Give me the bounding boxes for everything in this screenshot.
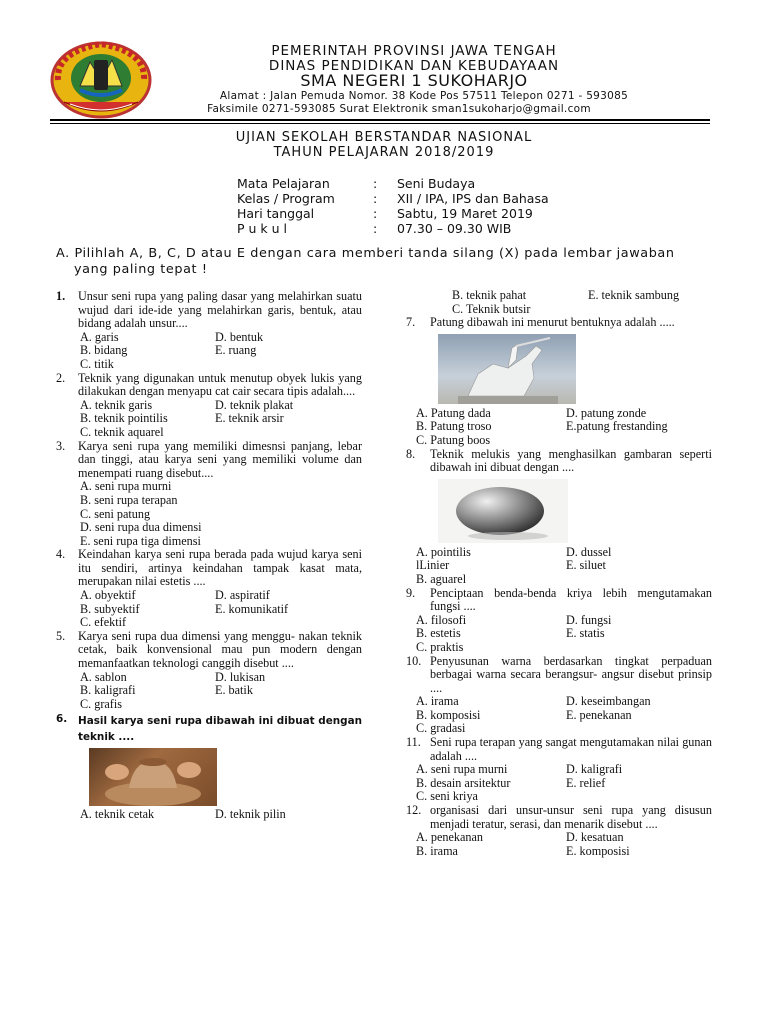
question-stem (56, 630, 362, 671)
answer-option: D. patung zonde (566, 405, 647, 420)
answer-option: B. aguarel (416, 571, 467, 586)
answer-option: E. batik (215, 683, 253, 698)
question-stem (406, 316, 712, 330)
question-number: 12. (406, 803, 422, 818)
question-stem (406, 804, 712, 831)
answer-option: D. bentuk (215, 329, 264, 344)
instruction-line-2: yang paling tepat ! (74, 262, 208, 277)
answer-option: A. filosofi (416, 612, 467, 627)
answer-option: D. seni rupa dua dimensi (80, 520, 202, 535)
answer-option: C. efektif (80, 615, 127, 630)
header-address: Alamat : Jalan Pemuda Nomor. 38 Kode Pos 57511 Telepon 0271 - 593085 (219, 90, 629, 102)
answer-option: E.patung frestanding (566, 419, 668, 434)
answer-option: C. Teknik butsir (452, 301, 531, 316)
answer-option: A. sablon (80, 669, 127, 684)
answer-option (215, 616, 355, 630)
answer-option: E. seni rupa tiga dimensi (80, 533, 201, 548)
answer-option: B. irama (416, 843, 458, 858)
question-text: Seni rupa terapan yang sangat mengutamakan nilai gunan adalah .... (430, 735, 712, 763)
answer-options (406, 614, 712, 655)
answer-options (56, 331, 362, 372)
answer-option: lLinier (416, 558, 450, 573)
question-stem (56, 548, 362, 589)
question-number: 10. (406, 653, 422, 668)
answer-option: B. desain arsitektur (416, 775, 511, 790)
answer-option: A. seni rupa murni (416, 762, 508, 777)
exam-title: UJIAN SEKOLAH BERSTANDAR NASIONAL (235, 130, 533, 145)
questions-column-right (406, 289, 712, 858)
answer-option: A. garis (80, 329, 119, 344)
answer-option: E. siluet (566, 558, 606, 573)
answer-option: C. teknik aquarel (80, 424, 164, 439)
answer-options (56, 671, 362, 712)
answer-option: A. seni rupa murni (80, 479, 172, 494)
question-stem (406, 448, 712, 475)
answer-option: E. teknik sambung (588, 288, 680, 302)
exam-info-separator: : (373, 176, 378, 191)
answer-option (566, 434, 726, 448)
question-number: 8. (406, 446, 416, 461)
answer-option (215, 521, 355, 535)
exam-info-value: Sabtu, 19 Maret 2019 (397, 206, 533, 221)
question-item (56, 290, 362, 372)
answer-option: D. teknik pilin (215, 807, 286, 822)
question-text: Patung dibawah ini menurut bentuknya adalah ..... (430, 315, 675, 330)
exam-info-value: 07.30 – 09.30 WIB (397, 221, 512, 236)
answer-option: D. dussel (566, 544, 612, 559)
answer-option: D. teknik plakat (215, 397, 294, 412)
question-item (406, 587, 712, 655)
answer-options (406, 831, 712, 858)
header-divider-thin (50, 123, 710, 124)
answer-options (56, 399, 362, 440)
answer-option (215, 535, 355, 549)
question-stem (406, 736, 712, 763)
exam-info-label: Hari tanggal (237, 206, 315, 221)
question-text: Penyusunan warna berdasarkan tingkat perpaduan berbagai warna secara berangsur- angsur disebut prinsip .... (430, 653, 712, 695)
answer-option: C. seni kriya (416, 789, 478, 804)
answer-option: D. kesatuan (566, 830, 624, 845)
answer-option: E. komunikatif (215, 601, 289, 616)
question-text: Keindahan karya seni rupa berada pada wujud karya seni itu sendiri, artinya keindahan tampak kasat mata, merupakan nilai estetis .... (78, 547, 362, 589)
question-text: Hasil karya seni rupa dibawah ini dibuat dengan teknik .... (78, 715, 362, 744)
answer-option (566, 573, 726, 587)
exam-info-row (237, 191, 549, 206)
answer-option: D. fungsi (566, 612, 612, 627)
answer-options (406, 407, 712, 448)
answer-option (215, 358, 355, 372)
answer-option (566, 790, 726, 804)
answer-option: D. keseimbangan (566, 694, 651, 709)
answer-option (215, 426, 355, 440)
header-contact: Faksimile 0271-593085 Surat Elektronik sman1sukoharjo@gmail.com (207, 103, 591, 115)
answer-option: E. statis (566, 626, 605, 641)
answer-option: A. penekanan (416, 830, 484, 845)
question-number: 6. (56, 713, 68, 726)
answer-option (215, 698, 355, 712)
answer-option: B. seni rupa terapan (80, 492, 178, 507)
answer-option: B. Patung troso (416, 419, 492, 434)
answer-option: E. penekanan (566, 707, 632, 722)
header-government: PEMERINTAH PROVINSI JAWA TENGAH (271, 43, 557, 59)
answer-options (406, 546, 712, 587)
answer-option: B. teknik pointilis (80, 411, 168, 426)
answer-option: B. kaligrafi (80, 683, 136, 698)
question-number: 3. (56, 438, 66, 453)
question-stem (56, 372, 362, 399)
answer-options (56, 480, 362, 548)
answer-option: A. obyektif (80, 588, 136, 603)
exam-info-separator: : (373, 221, 378, 236)
exam-info-separator: : (373, 191, 378, 206)
question-stem (56, 713, 362, 745)
answer-option: E. komposisi (566, 843, 630, 858)
answer-option: B. komposisi (416, 707, 481, 722)
question-item (406, 804, 712, 858)
answer-option: A. teknik garis (80, 397, 153, 412)
answer-option: E. teknik arsir (215, 411, 284, 426)
answer-option: C. grafis (80, 696, 122, 711)
answer-option (215, 494, 355, 508)
question-number: 2. (56, 370, 66, 385)
answer-option: A. irama (416, 694, 459, 709)
header-divider-thick (50, 119, 710, 121)
question-item (406, 448, 712, 587)
exam-info-row (237, 206, 549, 221)
answer-option: B. bidang (80, 343, 128, 358)
exam-info-value: Seni Budaya (397, 176, 476, 191)
question-item (56, 548, 362, 630)
answer-option: D. aspiratif (215, 588, 270, 603)
question-item (406, 736, 712, 804)
question-number: 1. (56, 289, 66, 303)
exam-info-label: Kelas / Program (237, 191, 335, 206)
question-item (56, 372, 362, 440)
answer-option: E. ruang (215, 343, 257, 358)
question-stem (56, 440, 362, 481)
answer-option: C. Patung boos (416, 432, 491, 447)
question-text: Karya seni rupa dua dimensi yang menggu- nakan teknik cetak, baik konvensional mau pun modern dengan memanfaatkan teknologi canggih disebut .... (78, 628, 362, 671)
answer-option (566, 722, 726, 736)
answer-option: C. titik (80, 356, 114, 371)
exam-year: TAHUN PELAJARAN 2018/2019 (273, 145, 495, 160)
exam-info-label: P u k u l (237, 221, 287, 236)
answer-option (215, 508, 355, 522)
question-item (406, 316, 712, 447)
exam-info (237, 176, 549, 236)
answer-option: D. kaligrafi (566, 762, 623, 777)
answer-option (566, 641, 726, 655)
exam-info-value: XII / IPA, IPS dan Bahasa (397, 191, 549, 206)
instruction-line-1: A. Pilihlah A, B, C, D atau E dengan cara memberi tanda silang (X) pada lembar jawaban (56, 246, 675, 261)
answer-option: A. teknik cetak (80, 807, 155, 822)
answer-options (406, 289, 712, 316)
question-item (56, 713, 362, 822)
question-stem (56, 290, 362, 331)
header-school-name: SMA NEGERI 1 SUKOHARJO (300, 71, 528, 90)
answer-option: B. estetis (416, 626, 461, 641)
answer-options (56, 808, 362, 822)
question-stem (406, 655, 712, 696)
question-item (56, 630, 362, 712)
stipple-egg-image (438, 479, 568, 543)
pottery-wheel-image (89, 748, 217, 806)
questions-column-left (56, 290, 362, 822)
answer-option: C. gradasi (416, 721, 466, 736)
exam-info-row (237, 176, 549, 191)
answer-option (215, 480, 355, 494)
answer-option: B. subyektif (80, 601, 140, 616)
answer-option: A. pointilis (416, 544, 471, 559)
question-stem (406, 587, 712, 614)
horse-statue-image (438, 334, 576, 404)
question-item (56, 440, 362, 549)
answer-option: D. lukisan (215, 669, 266, 684)
answer-options (406, 763, 712, 804)
question-text: Teknik yang digunakan untuk menutup obyek lukis yang dilakukan dengan menyapu cat cair secara tipis adalah.... (78, 370, 362, 399)
question-text: Penciptaan benda-benda kriya lebih mengutamakan fungsi .... (430, 585, 712, 614)
question-item (406, 655, 712, 737)
question-number: 11. (406, 735, 421, 750)
answer-option: C. praktis (416, 639, 464, 654)
header-department: DINAS PENDIDIKAN DAN KEBUDAYAAN (268, 58, 560, 74)
question-text: organisasi dari unsur-unsur seni rupa yang disusun menjadi teratur, serasi, dan menarik disebut .... (430, 803, 712, 831)
exam-info-row (237, 221, 549, 236)
answer-option: A. Patung dada (416, 405, 491, 420)
question-text: Teknik melukis yang menghasilkan gambaran seperti dibawah ini dibuat dengan .... (430, 446, 712, 475)
question-number: 4. (56, 547, 66, 562)
answer-options (406, 695, 712, 736)
exam-info-separator: : (373, 206, 378, 221)
question-number: 5. (56, 628, 66, 643)
answer-option: E. relief (566, 775, 606, 790)
answer-options (56, 589, 362, 630)
exam-info-label: Mata Pelajaran (237, 176, 330, 191)
question-text: Unsur seni rupa yang paling dasar yang melahirkan suatu wujud dari ide-ide yang melahirkan garis, bentuk, atau bidang adalah unsur.... (78, 289, 362, 331)
answer-option (588, 303, 738, 317)
question-number: 7. (406, 315, 416, 330)
answer-option: C. seni patung (80, 506, 151, 521)
question-number: 9. (406, 585, 416, 600)
question-text: Karya seni rupa yang memiliki dimesnsi panjang, lebar dan tinggi, atau karya seni yang memiliki volume dan menempati ruang disebut.... (78, 438, 362, 480)
answer-option: B. teknik pahat (452, 288, 527, 302)
